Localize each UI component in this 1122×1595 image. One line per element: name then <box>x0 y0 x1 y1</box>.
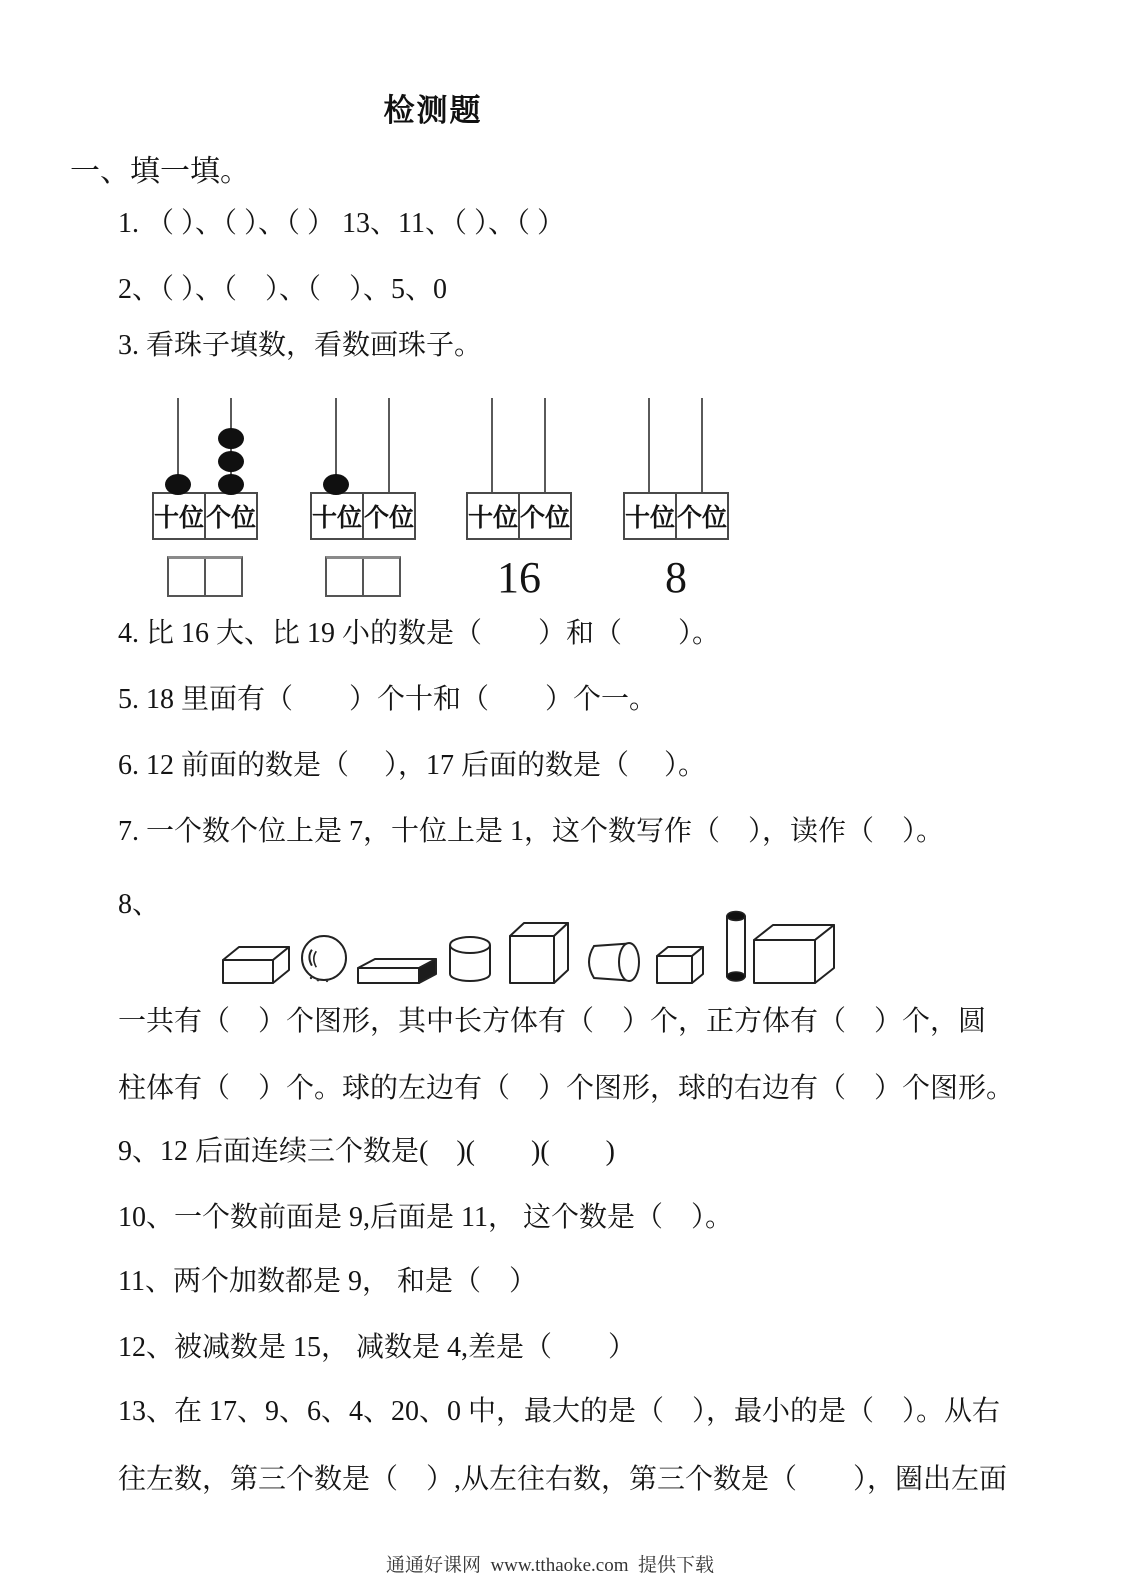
question-3: 3. 看珠子填数，看数画珠子。 <box>118 330 483 361</box>
question-9: 9、12 后面连续三个数是( )( )( ) <box>118 1136 615 1167</box>
ones-place-label: 个位 <box>206 505 257 532</box>
abacus-rods <box>152 398 258 492</box>
page-title: 检测题 <box>383 93 483 128</box>
place-value-box <box>152 492 258 540</box>
question-7: 7. 一个数个位上是 7，十位上是 1，这个数写作（ ），读作（ ）。 <box>118 816 945 847</box>
abacus-rod <box>491 398 493 492</box>
answer-cell <box>206 559 241 595</box>
abacus-bead <box>218 474 244 495</box>
abacus-unit-1 <box>152 398 258 597</box>
abacus-rods <box>466 398 572 492</box>
abacus-bead <box>218 428 244 449</box>
answer-box <box>325 556 401 597</box>
answer-box <box>167 556 243 597</box>
abacus-unit-2 <box>310 398 416 597</box>
question-8-text-line-2: 柱体有（ ）个。球的左边有（ ）个图形，球的右边有（ ）个图形。 <box>118 1073 1015 1104</box>
tens-place-label: 十位 <box>625 494 677 538</box>
answer-cell <box>364 559 399 595</box>
ones-place-label: 个位 <box>520 505 571 532</box>
shape-side-cylinder <box>582 942 642 984</box>
question-8-text-line-1: 一共有（ ）个图形，其中长方体有（ ）个，正方体有（ ）个，圆 <box>118 1006 987 1037</box>
answer-cell <box>327 559 364 595</box>
shape-flat-cuboid <box>357 958 437 984</box>
ones-place-label: 个位 <box>677 505 728 532</box>
shape-rod-cylinder <box>726 910 748 984</box>
question-12: 12、被减数是 15， 减数是 4,差是（ ） <box>118 1332 637 1363</box>
shape-sphere <box>300 934 350 984</box>
abacus-rod <box>701 398 703 492</box>
shape-tall-cuboid <box>509 922 569 984</box>
abacus-bead <box>218 451 244 472</box>
tens-place-label: 十位 <box>154 494 206 538</box>
question-13-line-1: 13、在 17、9、6、4、20、0 中，最大的是（ ），最小的是（ ）。从右 <box>118 1396 1001 1427</box>
question-4: 4. 比 16 大、比 19 小的数是（ ）和（ ）。 <box>118 618 721 649</box>
abacus-bead <box>323 474 349 495</box>
question-2: 2、（ ）、（ ）、（ ）、5、0 <box>118 274 448 305</box>
question-6: 6. 12 前面的数是（ ），17 后面的数是（ ）。 <box>118 750 707 781</box>
shape-cuboid <box>222 946 290 984</box>
abacus-unit-4 <box>623 398 729 602</box>
question-13-line-2: 往左数，第三个数是（ ）,从左往右数，第三个数是（ ），圈出左面 <box>118 1464 1008 1495</box>
section-1-header: 一、填一填。 <box>70 155 250 188</box>
place-value-box <box>466 492 572 540</box>
question-1: 1. （ ）、（ ）、（ ） 13、11、（ ）、（ ） <box>118 208 565 239</box>
abacus-rod <box>388 398 390 492</box>
question-10: 10、一个数前面是 9,后面是 11， 这个数是（ ）。 <box>118 1202 733 1233</box>
question-5: 5. 18 里面有（ ）个十和（ ）个一。 <box>118 684 658 715</box>
abacus-rod <box>648 398 650 492</box>
question-11: 11、两个加数都是 9， 和是（ ） <box>118 1266 537 1297</box>
shape-small-cube <box>656 946 704 984</box>
question-8-label: 8、 <box>118 889 161 920</box>
abacus-rods <box>310 398 416 492</box>
given-number: 16 <box>497 553 541 602</box>
ones-place-label: 个位 <box>364 505 415 532</box>
abacus-rod <box>544 398 546 492</box>
shape-cylinder <box>449 936 493 984</box>
abacus-rods <box>623 398 729 492</box>
tens-place-label: 十位 <box>468 494 520 538</box>
abacus-unit-3 <box>466 398 572 602</box>
tens-place-label: 十位 <box>312 494 364 538</box>
download-footer: 通通好课网 www.tthaoke.com 提供下载 <box>385 1555 715 1576</box>
answer-cell <box>169 559 206 595</box>
place-value-box <box>310 492 416 540</box>
shape-large-cube <box>753 924 835 984</box>
place-value-box <box>623 492 729 540</box>
given-number: 8 <box>665 553 687 602</box>
abacus-bead <box>165 474 191 495</box>
